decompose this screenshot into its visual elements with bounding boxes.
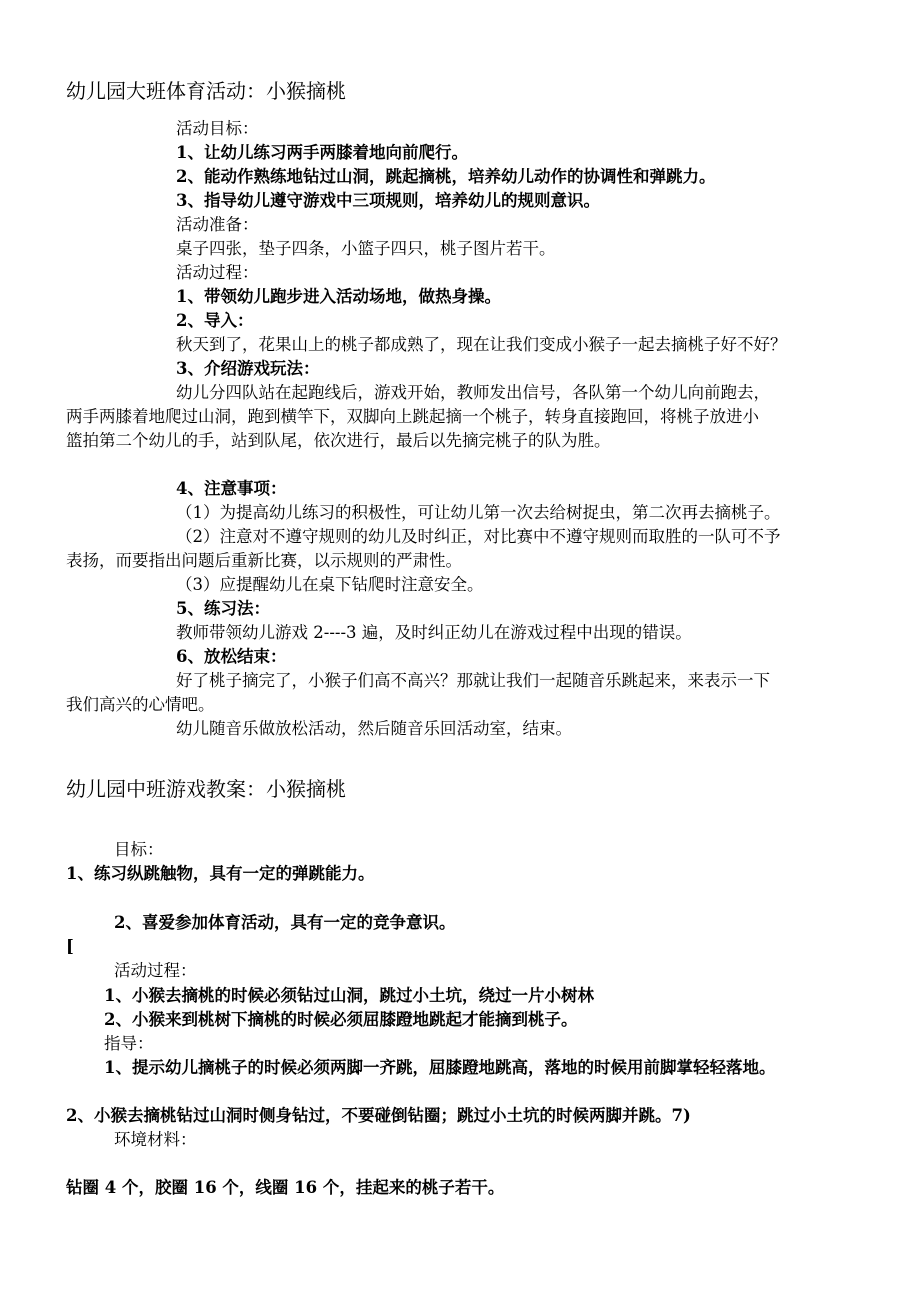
goal-label: 活动目标：	[176, 119, 259, 138]
goal-item: 2、能动作熟练地钻过山洞，跳起摘桃，培养幼儿动作的协调性和弹跳力。	[176, 167, 716, 186]
step-1: 1、带领幼儿跑步进入活动场地，做热身操。	[176, 287, 501, 306]
s2-goal-1: 1、练习纵跳触物，具有一定的弹跳能力。	[66, 864, 375, 883]
step-5: 5、练习法：	[176, 599, 270, 618]
goal-item: 3、指导幼儿遵守游戏中三项规则，培养幼儿的规则意识。	[176, 191, 600, 210]
s2-guide-1: 1、提示幼儿摘桃子的时候必须两脚一齐跳，屈膝蹬地跳高，落地的时候用前脚掌轻轻落地。	[104, 1058, 776, 1077]
intro-text: 秋天到了，花果山上的桃子都成熟了，现在让我们变成小猴子一起去摘桃子好不好？	[176, 335, 787, 354]
step-3: 3、介绍游戏玩法：	[176, 359, 320, 378]
end-line: 好了桃子摘完了，小猴子们高不高兴？那就让我们一起随音乐跳起来，来表示一下	[176, 671, 770, 690]
note-3: （3）应提醒幼儿在桌下钻爬时注意安全。	[176, 575, 484, 594]
s2-materials-text: 钻圈 4 个，胶圈 16 个，线圈 16 个，挂起来的桃子若干。	[66, 1178, 505, 1197]
section2-title: 幼儿园中班游戏教案：小猴摘桃	[66, 777, 346, 801]
prep-label: 活动准备：	[176, 215, 259, 234]
note-2-line: 表扬，而要指出问题后重新比赛，以示规则的严肃性。	[66, 551, 462, 570]
s2-process-label: 活动过程：	[114, 961, 197, 980]
s2-guide-2: 2、小猴去摘桃钻过山洞时侧身钻过，不要碰倒钻圈；跳过小土坑的时候两脚并跳。7)	[66, 1106, 691, 1125]
note-1: （1）为提高幼儿练习的积极性，可让幼儿第一次去给树捉虫，第二次再去摘桃子。	[176, 503, 781, 522]
s2-goal-2: 2、喜爱参加体育活动，具有一定的竞争意识。	[114, 913, 456, 932]
note-2-line: （2）注意对不遵守规则的幼儿及时纠正，对比赛中不遵守规则而取胜的一队可不予	[176, 527, 781, 546]
end-line: 我们高兴的心情吧。	[66, 695, 215, 714]
s2-guide-label: 指导：	[104, 1034, 154, 1053]
goal-item: 1、让幼儿练习两手两膝着地向前爬行。	[176, 143, 468, 162]
s2-goal-label: 目标：	[114, 840, 164, 859]
rules-line: 篮拍第二个幼儿的手，站到队尾，依次进行，最后以先摘完桃子的队为胜。	[66, 431, 611, 450]
process-label: 活动过程：	[176, 263, 259, 282]
step-6: 6、放松结束：	[176, 647, 287, 666]
step-2: 2、导入：	[176, 311, 254, 330]
final-text: 幼儿随音乐做放松活动，然后随音乐回活动室，结束。	[176, 719, 572, 738]
section1-title: 幼儿园大班体育活动：小猴摘桃	[66, 79, 346, 103]
s2-bracket: [	[66, 937, 74, 956]
rules-line: 幼儿分四队站在起跑线后，游戏开始，教师发出信号，各队第一个幼儿向前跑去，	[176, 383, 770, 402]
rules-line: 两手两膝着地爬过山洞，跑到横竿下，双脚向上跳起摘一个桃子，转身直接跑回，将桃子放进小	[66, 407, 759, 426]
s2-materials-label: 环境材料：	[114, 1130, 197, 1149]
s2-process-2: 2、小猴来到桃树下摘桃的时候必须屈膝蹬地跳起才能摘到桃子。	[104, 1010, 578, 1029]
s2-process-1: 1、小猴去摘桃的时候必须钻过山洞，跳过小土坑，绕过一片小树林	[104, 986, 594, 1005]
step-4: 4、注意事项：	[176, 479, 287, 498]
practice-text: 教师带领幼儿游戏 2----3 遍，及时纠正幼儿在游戏过程中出现的错误。	[176, 623, 692, 642]
prep-text: 桌子四张，垫子四条，小篮子四只，桃子图片若干。	[176, 239, 556, 258]
